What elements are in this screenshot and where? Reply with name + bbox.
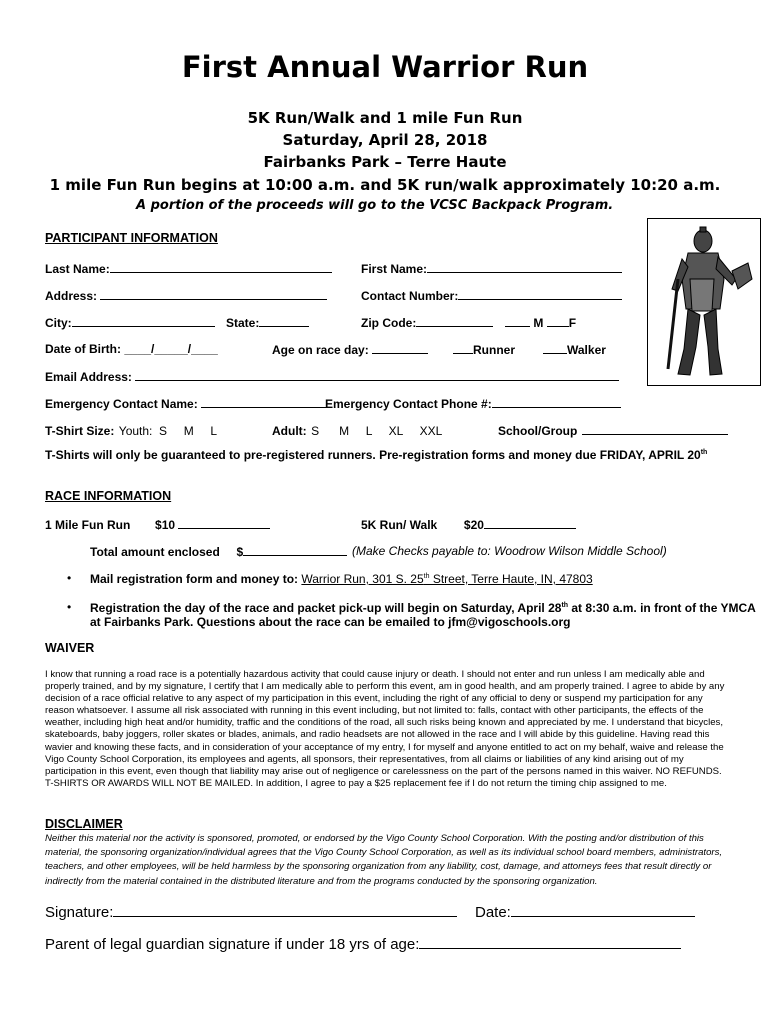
contact-number-label: Contact Number: — [361, 289, 459, 303]
disclaimer-heading: DISCLAIMER — [45, 817, 123, 831]
guardian-signature-field[interactable] — [45, 934, 681, 953]
runner-label: Runner — [473, 343, 515, 357]
female-line[interactable] — [547, 315, 569, 327]
school-line[interactable] — [582, 423, 728, 435]
youth-sizes[interactable]: Youth: S M L — [118, 424, 218, 438]
walker-line[interactable] — [543, 342, 567, 354]
age-label: Age on race day: — [272, 343, 369, 357]
participant-heading: PARTICIPANT INFORMATION — [45, 231, 218, 245]
city-line[interactable] — [72, 315, 215, 327]
age-field[interactable] — [272, 342, 428, 357]
event-location: Fairbanks Park – Terre Haute — [263, 153, 507, 171]
registration-info: Registration the day of the race and packet pick-up will begin on Saturday, April 28th at 8:30 a.m. in front of the YMCA — [90, 601, 756, 615]
school-label: School/Group — [498, 424, 578, 438]
checks-note: (Make Checks payable to: Woodrow Wilson Middle School) — [352, 544, 667, 558]
waiver-text: I know that running a road race is a potentially hazardous activity that could cause injury or death. I should not enter and run unless I am medically able and properly trained, and by my signature, I certify that I am medically able to perform this event, am in good health, and am properly trained. I agree to abide by any decision of a race official relative to any aspect of my participation in this event, including the right of any official to deny or suspend my participation for any reason whatsoever. I assume all risk associated with running in this event including, but not limited to: falls, contact with other participants, the effects of the weather, including high heat and/or humidity, traffic and the conditions of the road, all such risks being known and appreciated by me. I understand that bicycles, skateboards, baby joggers, roller skates or blades, animals, and radio headsets are not allowed in the race and I will abide by this guideline. Having read this wavier and knowing these facts, and in consideration of your acceptance of my entry, I for myself and anyone entitled to act on my behalf, waive and release the Vigo County School Corporation, its employees and agents, all sponsors, their representatives, from all claims or liabilities of any kind arising out of my participation in this event, even though that liability may arise out of negligence or carelessness on the part of the persons named in this waiver. NO REFUNDS. T-SHIRTS OR AWARDS WILL NOT BE MAILED. In addition, I agree to pay a $25 replacement fee if I do not return the timing chip assigned to me. — [45, 669, 725, 789]
last-name-field[interactable] — [45, 261, 332, 276]
mail-info — [90, 572, 593, 586]
address-line[interactable] — [100, 288, 327, 300]
tshirt-note-sup: th — [700, 449, 708, 456]
mail-label: Mail registration form and money to: — [90, 572, 299, 586]
fun-run-price: $10 — [155, 518, 176, 532]
signature-label: Signature: — [45, 904, 114, 921]
total-dollar: $ — [236, 545, 244, 559]
proceeds-note: A portion of the proceeds will go to the VCSC Backpack Program. — [136, 198, 614, 213]
emergency-name-field[interactable] — [45, 396, 329, 411]
mail-address: Warrior Run, 301 S. 25th Street, Terre Haute, IN, 47803 — [301, 572, 593, 586]
email-line[interactable] — [135, 369, 619, 381]
date-line[interactable] — [511, 902, 695, 917]
runner-line[interactable] — [453, 342, 473, 354]
disclaimer-text: Neither this material nor the activity is sponsored, promoted, or endorsed by the Vigo County School Corporation. With the posting and/or distribution of this material, the sponsoring organization/individual agrees that the Vigo County School Corporation, as well as its individual school board members, administrators, teachers, and other employees, will be held harmless by the sponsoring organization from any liability, cost, damage, and attorneys fees that result directly or indirectly from the material contained in the distributed literature and from the programs conducted by the sponsoring organization. — [45, 833, 723, 887]
waiver-heading: WAIVER — [45, 641, 95, 655]
total-line[interactable] — [243, 544, 347, 556]
five-k-field[interactable] — [361, 517, 576, 532]
total-label: Total amount enclosed — [90, 545, 220, 559]
last-name-line[interactable] — [110, 261, 332, 273]
email-field[interactable] — [45, 369, 619, 384]
guardian-line[interactable] — [419, 934, 681, 949]
first-name-line[interactable] — [427, 261, 622, 273]
five-k-price: $20 — [463, 518, 484, 532]
walker-label: Walker — [567, 343, 606, 357]
page-title: First Annual Warrior Run — [181, 50, 589, 84]
zip-label: Zip Code: — [361, 316, 417, 330]
tshirt-label: T-Shirt Size: — [45, 424, 115, 438]
fun-run-field[interactable] — [45, 517, 270, 532]
last-name-label: Last Name: — [45, 262, 110, 276]
email-label: Email Address: — [45, 370, 132, 384]
runner-field[interactable] — [453, 342, 515, 357]
contact-number-field[interactable] — [361, 288, 622, 303]
school-field[interactable] — [498, 422, 728, 440]
walker-field[interactable] — [543, 342, 606, 357]
female-label: F — [568, 316, 577, 330]
zip-line[interactable] — [416, 315, 493, 327]
total-field[interactable] — [90, 544, 347, 559]
tshirt-note: T-Shirts will only be guaranteed to pre-registered runners. Pre-registration forms and money due FRIDAY, APRIL 20th — [45, 448, 708, 462]
dob-label: Date of Birth: — [45, 342, 121, 356]
warrior-image — [647, 218, 761, 386]
address-field[interactable] — [45, 288, 327, 303]
date-field[interactable] — [475, 902, 695, 921]
state-label: State: — [226, 316, 260, 330]
first-name-field[interactable] — [361, 261, 622, 276]
state-field[interactable] — [226, 315, 309, 330]
event-subtitle: 5K Run/Walk and 1 mile Fun Run — [247, 109, 523, 127]
emergency-name-line[interactable] — [201, 396, 329, 408]
race-heading: RACE INFORMATION — [45, 489, 172, 503]
event-times: 1 mile Fun Run begins at 10:00 a.m. and 5K run/walk approximately 10:20 a.m. — [49, 176, 721, 194]
first-name-label: First Name: — [361, 262, 428, 276]
contact-number-line[interactable] — [458, 288, 622, 300]
five-k-line[interactable] — [484, 517, 576, 529]
registration-info-2: at Fairbanks Park. Questions about the race can be emailed to jfm@vigoschools.org — [90, 615, 571, 629]
guardian-label: Parent of legal guardian signature if under 18 yrs of age: — [45, 936, 420, 953]
emergency-name-label: Emergency Contact Name: — [45, 397, 198, 411]
dob-blank[interactable]: ____/_____/____ — [124, 342, 218, 356]
zip-field[interactable] — [361, 315, 493, 330]
city-label: City: — [45, 316, 72, 330]
age-line[interactable] — [372, 342, 428, 354]
bullet-icon: • — [67, 571, 72, 585]
dob-field[interactable] — [45, 342, 218, 356]
event-date: Saturday, April 28, 2018 — [282, 131, 488, 149]
emergency-phone-label: Emergency Contact Phone #: — [325, 397, 492, 411]
adult-label: Adult: — [272, 424, 307, 438]
signature-line[interactable] — [113, 902, 457, 917]
state-line[interactable] — [259, 315, 309, 327]
city-field[interactable] — [45, 315, 215, 330]
fun-run-label: 1 Mile Fun Run — [45, 518, 131, 532]
male-line[interactable] — [505, 315, 530, 327]
emergency-phone-line[interactable] — [492, 396, 621, 408]
date-label: Date: — [475, 904, 511, 921]
male-label: M — [533, 316, 544, 330]
address-label: Address: — [45, 289, 98, 303]
adult-sizes[interactable]: S M L XL XXL — [311, 424, 443, 438]
signature-field[interactable] — [45, 902, 457, 921]
emergency-phone-field[interactable] — [325, 396, 621, 411]
gender-field[interactable] — [505, 315, 576, 330]
five-k-label: 5K Run/ Walk — [361, 518, 438, 532]
tshirt-adult-field[interactable] — [272, 422, 442, 440]
fun-run-line[interactable] — [178, 517, 270, 529]
bullet-icon: • — [67, 600, 72, 614]
tshirt-youth-field[interactable] — [45, 422, 217, 440]
